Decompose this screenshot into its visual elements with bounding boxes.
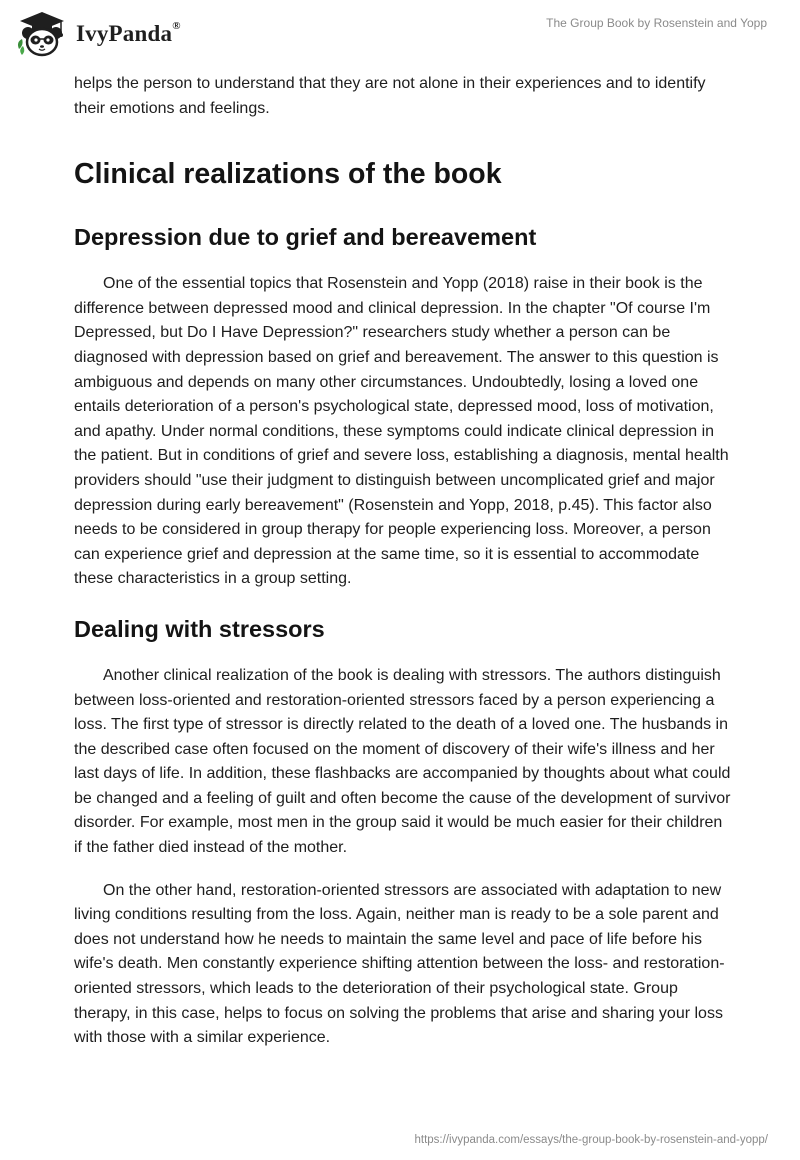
section-heading: Clinical realizations of the book <box>74 158 502 191</box>
article-body <box>74 72 734 1051</box>
intro-paragraph: helps the person to understand that they are not alone in their experiences and to identify their emotions and feelings. <box>74 75 706 117</box>
paragraph-depression: One of the essential topics that Rosenstein and Yopp (2018) raise in their book is the difference between depressed mood and clinical depression. In the chapter "Of course I'm Depressed, but Do I Have Depression?" researchers study whether a person can be diagnosed with depression based on grief and bereavement. The answer to this question is ambiguous and depends on many other circumstances. Undoubtedly, losing a loved one entails deterioration of a person's psychological state, depressed mood, loss of motivation, and apathy. Under normal conditions, these symptoms could indicate clinical depression in the patient. But in conditions of grief and severe loss, establishing a diagnosis, mental health providers should "use their judgment to distinguish between uncomplicated grief and major depression during early bereavement" (Rosenstein and Yopp, 2018, p.45). This factor also needs to be considered in group therapy for people experiencing loss. Moreover, a person can experience grief and depression at the same time, so it is essential to accommodate these characteristics in a group setting. <box>74 275 729 588</box>
footer-source-link[interactable]: https://ivypanda.com/essays/the-group-book-by-rosenstein-and-yopp/ <box>414 1134 768 1146</box>
page-header <box>0 0 800 70</box>
subsection-heading-stressors: Dealing with stressors <box>74 615 325 642</box>
subsection-heading-depression: Depression due to grief and bereavement <box>74 224 537 251</box>
paragraph-stressors-1: Another clinical realization of the book is dealing with stressors. The authors distinguish between loss-oriented and restoration-oriented stressors faced by a person experiencing a loss. The first type of stressor is directly related to the death of a loved one. The husbands in the described case often focused on the moment of discovery of their wife's illness and her last days of life. In addition, these flashbacks are accompanied by thoughts about what could be changed and a feeling of guilt and often become the cause of the development of survivor disorder. For example, most men in the group said it would be much easier for their children if the father died instead of the mother. <box>74 666 731 857</box>
brand-logo[interactable] <box>14 8 181 60</box>
paragraph-stressors-2: On the other hand, restoration-oriented stressors are associated with adaptation to new living conditions resulting from the loss. Again, neither man is ready to be a sole parent and does not understand how he needs to maintain the same level and pace of life before his wife's death. Men constantly experience shifting attention between the loss- and restoration-oriented stressors, which leads to the deterioration of their psychological state. Group therapy, in this case, helps to focus on solving the problems that arise and sharing your loss with those with a similar experience. <box>74 881 725 1047</box>
registered-mark: ® <box>172 20 181 33</box>
brand-name: IvyPanda® <box>76 20 181 46</box>
panda-icon <box>14 9 70 59</box>
document-title: The Group Book by Rosenstein and Yopp <box>546 16 767 30</box>
